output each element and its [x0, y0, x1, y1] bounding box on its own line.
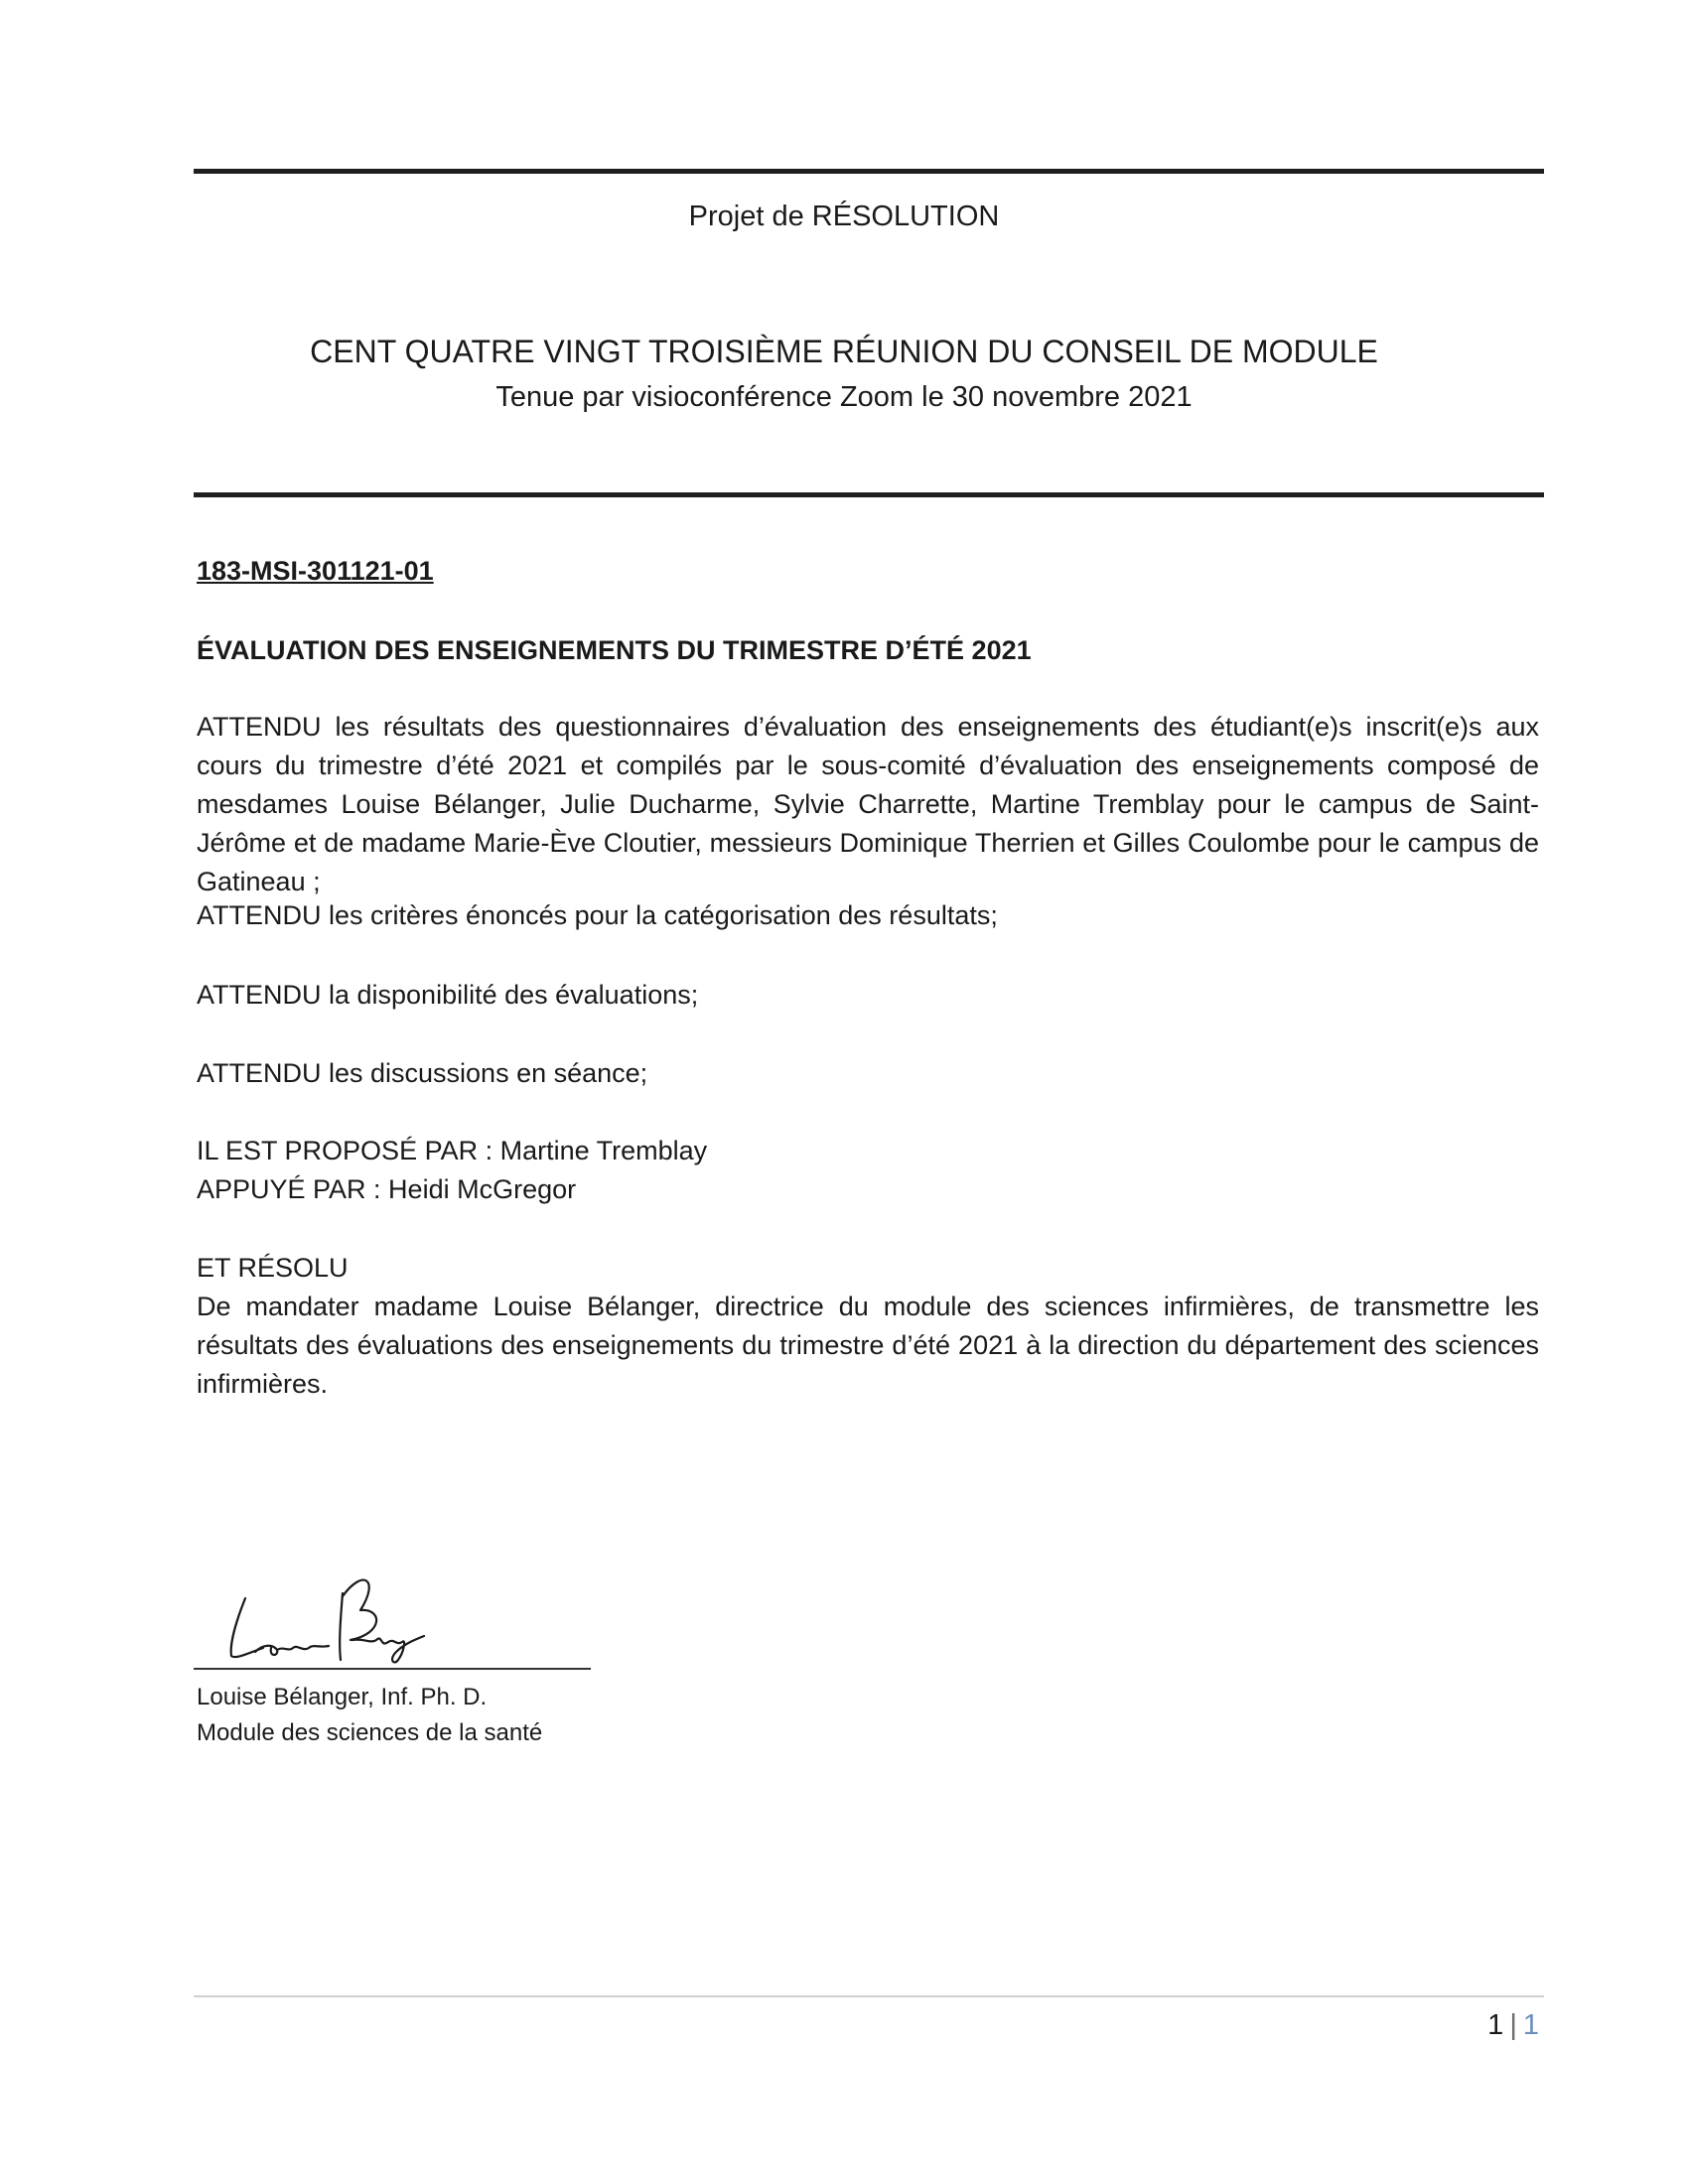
page-separator: |	[1509, 2009, 1517, 2041]
page-number	[1487, 2009, 1539, 2042]
handwritten-signature	[194, 1549, 591, 1666]
proposed-by: IL EST PROPOSÉ PAR : Martine Tremblay	[197, 1136, 708, 1165]
page-total: 1	[1522, 2009, 1539, 2041]
signature-line	[194, 1668, 591, 1670]
top-rule	[194, 169, 1544, 174]
signatory-block	[197, 1680, 542, 1751]
meeting-title: CENT QUATRE VINGT TROISIÈME RÉUNION DU CONSEIL DE MODULE	[310, 334, 1378, 369]
attendu-paragraph-2: ATTENDU les critères énoncés pour la catégorisation des résultats;	[197, 900, 998, 930]
page-current: 1	[1487, 2009, 1504, 2041]
resolution-title: ÉVALUATION DES ENSEIGNEMENTS DU TRIMESTRE D’ÉTÉ 2021	[197, 635, 1032, 665]
seconded-by: APPUYÉ PAR : Heidi McGregor	[197, 1174, 577, 1204]
resolution-block	[197, 1249, 1539, 1404]
signatory-name: Louise Bélanger, Inf. Ph. D.	[197, 1684, 488, 1710]
motion-block	[197, 1132, 1539, 1209]
resolution-number: 183-MSI-301121-01	[197, 556, 434, 586]
resolved-text: De mandater madame Louise Bélanger, directrice du module des sciences infirmières, de transmettre les résultats des évaluations des enseignements du trimestre d’été 2021 à la direction du département des sciences infirmières.	[197, 1292, 1539, 1399]
attendu-paragraph-1: ATTENDU les résultats des questionnaires d’évaluation des enseignements des étudiant(e)s inscrit(e)s aux cours du trimestre d’été 2021 et compilés par le sous-comité d’évaluation des enseignements composé de mesdames Louise Bélanger, Julie Ducharme, Sylvie Charrette, Martine Tremblay pour le campus de Saint-Jérôme et de madame Marie-Ève Cloutier, messieurs Dominique Therrien et Gilles Coulombe pour le campus de Gatineau ;	[197, 712, 1539, 896]
resolved-heading: ET RÉSOLU	[197, 1253, 349, 1283]
attendu-paragraph-3: ATTENDU la disponibilité des évaluations;	[197, 980, 699, 1010]
meeting-subtitle: Tenue par visioconférence Zoom le 30 novembre 2021	[495, 381, 1193, 413]
signatory-unit: Module des sciences de la santé	[197, 1719, 543, 1746]
attendu-paragraph-4: ATTENDU les discussions en séance;	[197, 1058, 648, 1088]
document-type: Projet de RÉSOLUTION	[688, 201, 1000, 232]
header-bottom-rule	[194, 492, 1544, 497]
footer-rule	[194, 1995, 1544, 1997]
